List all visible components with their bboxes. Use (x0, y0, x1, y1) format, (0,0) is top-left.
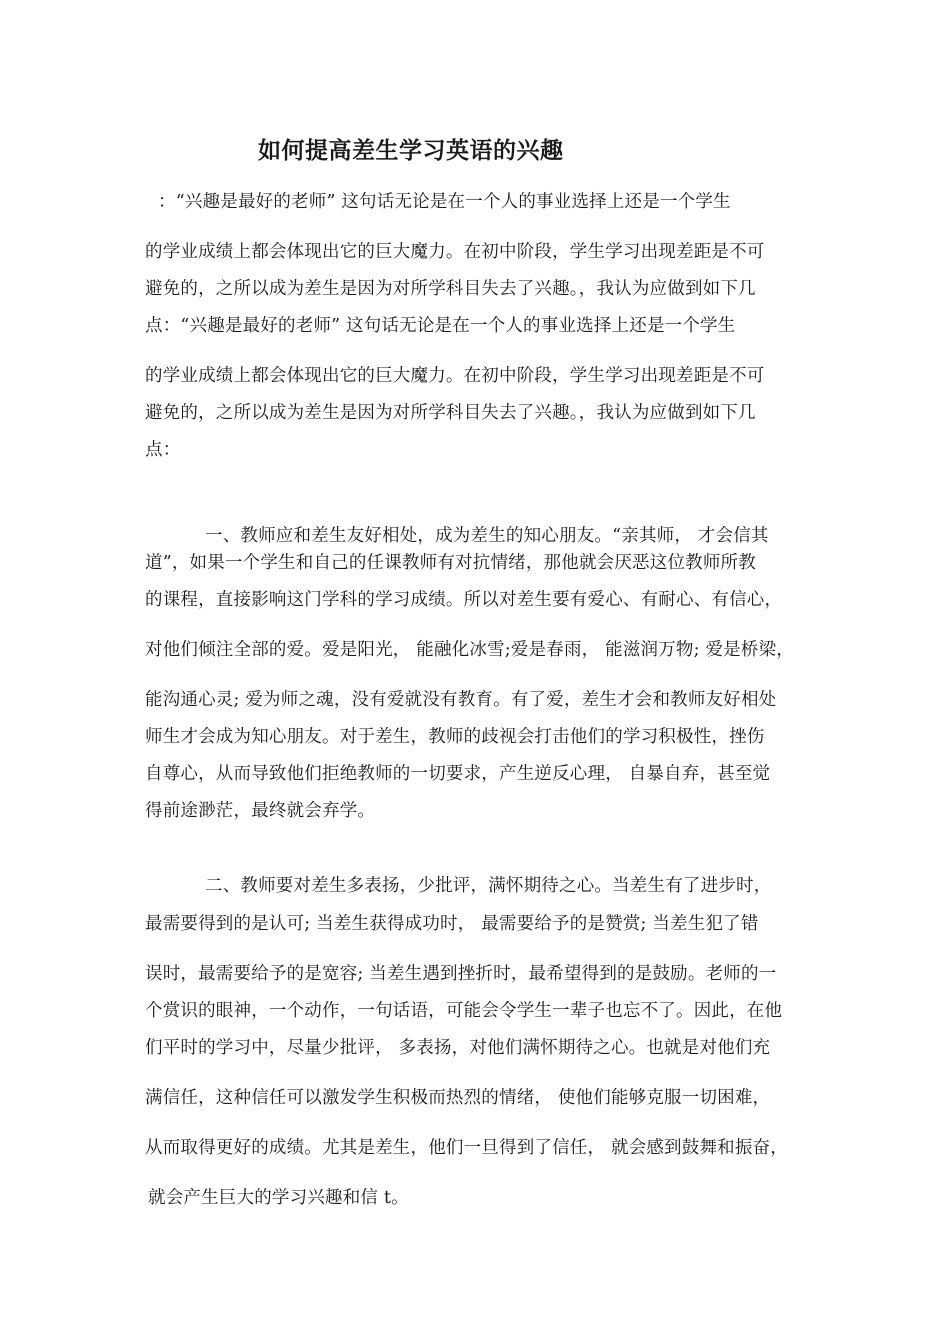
document-title: 如何提高差生学习英语的兴趣 (258, 137, 564, 164)
text-line: 个赏识的眼神，一个动作，一句话语，可能会令学生一辈子也忘不了。因此，在他 (145, 1001, 783, 1021)
text-line: 得前途渺茫，最终就会弃学。 (145, 801, 376, 821)
text-line: 避免的，之所以成为差生是因为对所学科目失去了兴趣。，我认为应做到如下几 (145, 279, 756, 299)
text-line: 对他们倾注全部的爱。爱是阳光， 能融化冰雪;爱是春雨， 能滋润万物; 爱是桥梁， (145, 640, 794, 660)
text-line: 的学业成绩上都会体现出它的巨大魔力。在初中阶段，学生学习出现差距是不可 (145, 242, 765, 262)
text-line: 的课程，直接影响这门学科的学习成绩。所以对差生要有爱心、有耐心、有信心， (145, 590, 783, 610)
text-line: 自尊心，从而导致他们拒绝教师的一切要求，产生逆反心理， 自暴自弃，甚至觉 (145, 764, 771, 784)
text-line: ：“兴趣是最好的老师” 这句话无论是在一个人的事业选择上还是一个学生 (158, 192, 731, 212)
paragraph-first-line: 一、教师应和差生友好相处，成为差生的知心朋友。“亲其师， 才会信其 (205, 526, 769, 546)
text-line: 点： (145, 440, 181, 460)
text-line: 避免的，之所以成为差生是因为对所学科目失去了兴趣。，我认为应做到如下几 (145, 403, 756, 423)
text-line: 就会产生巨大的学习兴趣和信 t。 (148, 1188, 409, 1208)
text-line: 满信任，这种信任可以激发学生积极而热烈的情绪， 使他们能够克服一切困难， (145, 1088, 771, 1108)
text-line: 的学业成绩上都会体现出它的巨大魔力。在初中阶段，学生学习出现差距是不可 (145, 366, 765, 386)
text-line: 们平时的学习中，尽量少批评， 多表扬，对他们满怀期待之心。也就是对他们充 (145, 1038, 771, 1058)
text-line: 道”，如果一个学生和自己的任课教师有对抗情绪，那他就会厌恶这位教师所教 (145, 553, 756, 573)
text-line: 能沟通心灵; 爱为师之魂，没有爱就没有教育。有了爱，差生才会和教师友好相处 (145, 690, 777, 710)
text-line: 师生才会成为知心朋友。对于差生，教师的歧视会打击他们的学习积极性，挫伤 (145, 727, 765, 747)
text-line: 误时，最需要给予的是宽容; 当差生遇到挫折时，最希望得到的是鼓励。老师的一 (145, 964, 777, 984)
paragraph-first-line: 二、教师要对差生多表扬，少批评，满怀期待之心。当差生有了进步时， (205, 876, 772, 896)
text-line: 点：“兴趣是最好的老师” 这句话无论是在一个人的事业选择上还是一个学生 (145, 316, 736, 336)
text-line: 从而取得更好的成绩。尤其是差生，他们一旦得到了信任， 就会感到鼓舞和振奋， (145, 1138, 788, 1158)
text-line: 最需要得到的是认可; 当差生获得成功时， 最需要给予的是赞赏; 当差生犯了错 (145, 914, 759, 934)
